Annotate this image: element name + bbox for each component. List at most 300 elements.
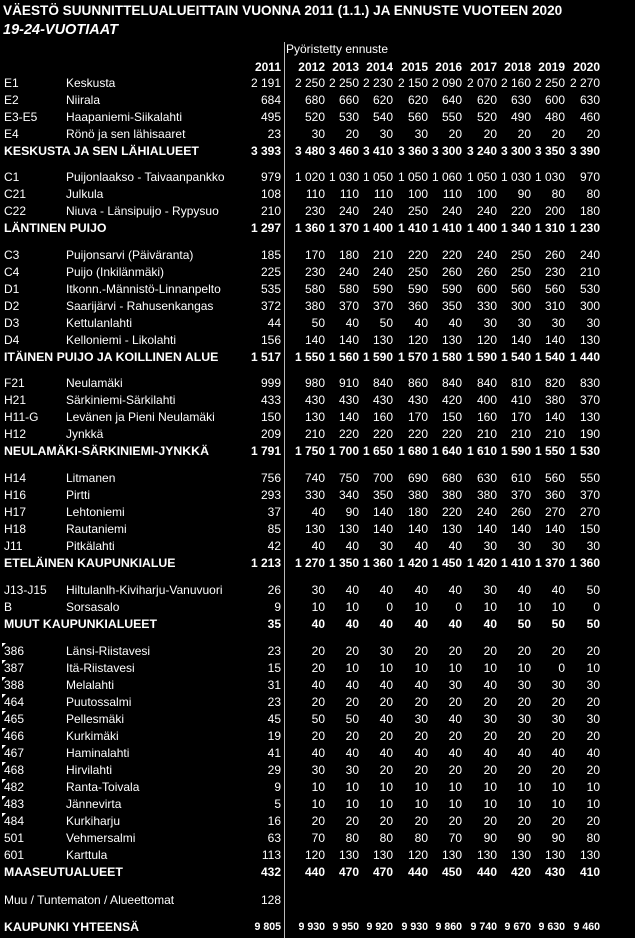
value-cell-2018: 140 <box>510 522 531 536</box>
value-cell-2016: 20 <box>448 127 462 141</box>
value-cell-2014: 350 <box>372 488 393 502</box>
area-code: E1 <box>4 76 19 90</box>
area-code: 501 <box>4 831 25 845</box>
area-code: 386 <box>4 644 25 658</box>
group-total-row <box>0 616 635 632</box>
value-cell-2017: 240 <box>476 248 497 262</box>
value-cell-2016: 680 <box>441 471 462 485</box>
value-cell-2011: 63 <box>267 831 281 845</box>
table-row <box>0 315 635 331</box>
area-code: E3-E5 <box>4 110 38 124</box>
area-name: Niuva - Länsipuijo - Rypysuo <box>66 204 219 218</box>
value-cell-2015: 2 150 <box>397 76 428 90</box>
value-cell-2014: 1 360 <box>362 556 393 570</box>
area-name: Itä-Riistavesi <box>66 661 135 675</box>
value-cell-2015: 40 <box>414 746 428 760</box>
value-cell-2013: 40 <box>345 316 359 330</box>
value-cell-2013: 220 <box>338 427 359 441</box>
value-cell-2019: 10 <box>551 797 565 811</box>
value-cell-2016: 1 410 <box>431 221 462 235</box>
value-cell-2016: 150 <box>441 410 462 424</box>
value-cell-2016: 220 <box>441 427 462 441</box>
area-name: Niirala <box>66 93 101 107</box>
value-cell-2014: 10 <box>379 780 393 794</box>
value-cell-2020: 270 <box>579 505 600 519</box>
value-cell-2018: 20 <box>517 814 531 828</box>
value-cell-2017: 240 <box>476 204 497 218</box>
group-name: KESKUSTA JA SEN LÄHIALUEET <box>4 144 199 158</box>
value-cell-2015: 20 <box>414 695 428 709</box>
group-total-row <box>0 919 635 935</box>
value-cell-2017: 440 <box>476 865 497 879</box>
value-cell-2019: 260 <box>544 248 565 262</box>
value-cell-2011: 37 <box>267 505 281 519</box>
value-cell-2013: 140 <box>338 333 359 347</box>
area-code: 467 <box>4 746 25 760</box>
area-name: Haminalahti <box>66 746 130 760</box>
value-cell-2012: 9 930 <box>298 921 325 933</box>
value-cell-2014: 620 <box>372 93 393 107</box>
table-row <box>0 779 635 795</box>
value-cell-2016: 1 640 <box>431 444 462 458</box>
value-cell-2019: 560 <box>544 282 565 296</box>
value-cell-2011: 23 <box>267 127 281 141</box>
value-cell-2016: 70 <box>448 831 462 845</box>
value-cell-2020: 30 <box>586 316 600 330</box>
value-cell-2011: 31 <box>267 678 281 692</box>
value-cell-2015: 360 <box>407 299 428 313</box>
value-cell-2011: 756 <box>260 471 281 485</box>
value-cell-2014: 80 <box>379 831 393 845</box>
value-cell-2017: 840 <box>476 376 497 390</box>
value-cell-2013: 40 <box>345 617 359 631</box>
value-cell-2020: 130 <box>579 410 600 424</box>
value-cell-2018: 490 <box>510 110 531 124</box>
value-cell-2011: 15 <box>267 661 281 675</box>
value-cell-2017: 380 <box>476 488 497 502</box>
value-cell-2018: 20 <box>517 695 531 709</box>
value-cell-2018: 10 <box>517 780 531 794</box>
table-row <box>0 728 635 744</box>
value-cell-2012: 3 480 <box>294 144 325 158</box>
value-cell-2012: 20 <box>311 644 325 658</box>
year-header-2018: 2018 <box>504 60 531 74</box>
value-cell-2017: 40 <box>483 617 497 631</box>
value-cell-2013: 530 <box>338 110 359 124</box>
year-header-2012: 2012 <box>298 60 325 74</box>
value-cell-2014: 40 <box>379 712 393 726</box>
value-cell-2013: 1 030 <box>328 170 359 184</box>
value-cell-2018: 210 <box>510 427 531 441</box>
value-cell-2012: 580 <box>304 282 325 296</box>
value-cell-2018: 20 <box>517 763 531 777</box>
area-code: 388 <box>4 678 25 692</box>
table-row <box>0 813 635 829</box>
value-cell-2012: 110 <box>305 187 325 201</box>
value-cell-2020: 1 440 <box>569 350 600 364</box>
value-cell-2011: 9 <box>274 600 281 614</box>
value-cell-2011: 45 <box>267 712 281 726</box>
value-cell-2013: 40 <box>345 746 359 760</box>
area-name: Saarijärvi - Rahusenkangas <box>66 299 214 313</box>
value-cell-2020: 300 <box>579 299 600 313</box>
value-cell-2016: 20 <box>448 729 462 743</box>
value-cell-2020: 20 <box>586 127 600 141</box>
value-cell-2012: 230 <box>304 204 325 218</box>
value-cell-2019: 380 <box>544 393 565 407</box>
value-cell-2017: 600 <box>476 282 497 296</box>
value-cell-2017: 20 <box>483 763 497 777</box>
value-cell-2013: 3 460 <box>328 144 359 158</box>
value-cell-2015: 120 <box>407 333 428 347</box>
value-cell-2013: 90 <box>345 505 359 519</box>
value-cell-2015: 380 <box>407 488 428 502</box>
area-code: 464 <box>4 695 25 709</box>
area-name: Ranta-Toivala <box>66 780 140 794</box>
group-name: NEULAMÄKI-SÄRKINIEMI-JYNKKÄ <box>4 444 209 458</box>
value-cell-2012: 40 <box>311 678 325 692</box>
table-row <box>0 643 635 659</box>
value-cell-2015: 250 <box>407 204 428 218</box>
value-cell-2017: 10 <box>483 661 497 675</box>
value-cell-2013: 20 <box>345 814 359 828</box>
value-cell-2013: 10 <box>345 661 359 675</box>
table-row <box>0 392 635 408</box>
value-cell-2016: 220 <box>441 248 462 262</box>
value-cell-2019: 40 <box>551 583 565 597</box>
value-cell-2015: 560 <box>407 110 428 124</box>
value-cell-2013: 430 <box>338 393 359 407</box>
value-cell-2011: 684 <box>260 93 281 107</box>
value-cell-2017: 20 <box>483 814 497 828</box>
value-cell-2017: 40 <box>483 678 497 692</box>
value-cell-2018: 1 410 <box>500 556 531 570</box>
value-cell-2011: 85 <box>267 522 281 536</box>
table-row <box>0 660 635 676</box>
value-cell-2017: 400 <box>476 393 497 407</box>
area-code: E4 <box>4 127 19 141</box>
group-name: KAUPUNKI YHTEENSÄ <box>4 920 140 934</box>
value-cell-2019: 50 <box>551 617 565 631</box>
value-cell-2014: 160 <box>372 410 393 424</box>
value-cell-2013: 580 <box>338 282 359 296</box>
area-name: Kelloniemi - Likolahti <box>66 333 177 347</box>
value-cell-2016: 30 <box>448 678 462 692</box>
value-cell-2018: 40 <box>517 583 531 597</box>
group-total-row <box>0 143 635 159</box>
table-row <box>0 186 635 202</box>
value-cell-2018: 370 <box>510 488 531 502</box>
value-cell-2013: 20 <box>345 695 359 709</box>
value-cell-2020: 1 360 <box>569 556 600 570</box>
value-cell-2015: 100 <box>407 187 428 201</box>
value-cell-2015: 690 <box>407 471 428 485</box>
table-row <box>0 538 635 554</box>
value-cell-2018: 20 <box>517 127 531 141</box>
value-cell-2014: 20 <box>379 814 393 828</box>
value-cell-2016: 350 <box>441 299 462 313</box>
group-total-row <box>0 349 635 365</box>
value-cell-2011: 156 <box>260 333 281 347</box>
value-cell-2013: 660 <box>338 93 359 107</box>
value-cell-2020: 180 <box>579 204 600 218</box>
value-cell-2018: 40 <box>517 746 531 760</box>
value-cell-2012: 30 <box>311 583 325 597</box>
area-name: Sorsasalo <box>66 600 120 614</box>
value-cell-2017: 30 <box>483 583 497 597</box>
value-cell-2016: 840 <box>441 376 462 390</box>
value-cell-2017: 10 <box>483 797 497 811</box>
table-row <box>0 169 635 185</box>
table-row <box>0 375 635 391</box>
value-cell-2013: 340 <box>338 488 359 502</box>
value-cell-2014: 20 <box>379 763 393 777</box>
value-cell-2018: 410 <box>510 393 531 407</box>
area-code: C4 <box>4 265 20 279</box>
table-row <box>0 409 635 425</box>
value-cell-2015: 10 <box>414 797 428 811</box>
area-code: 484 <box>4 814 25 828</box>
value-cell-2011: 9 805 <box>254 921 281 933</box>
value-cell-2015: 9 930 <box>401 921 428 933</box>
value-cell-2012: 40 <box>311 505 325 519</box>
table-row <box>0 281 635 297</box>
area-code: 465 <box>4 712 25 726</box>
value-cell-2018: 220 <box>510 204 531 218</box>
value-cell-2014: 470 <box>372 865 393 879</box>
value-cell-2017: 90 <box>483 831 497 845</box>
value-cell-2014: 140 <box>372 505 393 519</box>
value-cell-2013: 9 950 <box>332 921 359 933</box>
value-cell-2017: 1 420 <box>466 556 497 570</box>
value-cell-2011: 42 <box>267 539 281 553</box>
value-cell-2012: 120 <box>304 848 325 862</box>
value-cell-2019: 310 <box>544 299 565 313</box>
value-cell-2014: 1 590 <box>362 350 393 364</box>
value-cell-2018: 170 <box>510 410 531 424</box>
value-cell-2017: 1 050 <box>466 170 497 184</box>
table-row <box>0 332 635 348</box>
value-cell-2014: 590 <box>372 282 393 296</box>
value-cell-2014: 840 <box>372 376 393 390</box>
value-cell-2017: 1 400 <box>466 221 497 235</box>
value-cell-2015: 20 <box>414 729 428 743</box>
value-cell-2016: 40 <box>448 539 462 553</box>
value-cell-2012: 1 360 <box>294 221 325 235</box>
table-subtitle: 19-24-VUOTIAAT <box>3 22 118 38</box>
area-code: H21 <box>4 393 27 407</box>
value-cell-2016: 640 <box>441 93 462 107</box>
value-cell-2020: 50 <box>586 617 600 631</box>
value-cell-2019: 90 <box>551 831 565 845</box>
value-cell-2019: 270 <box>544 505 565 519</box>
value-cell-2012: 1 270 <box>294 556 325 570</box>
value-cell-2018: 30 <box>517 539 531 553</box>
value-cell-2019: 140 <box>544 522 565 536</box>
value-cell-2013: 40 <box>345 583 359 597</box>
area-name: Rönö ja sen lähisaaret <box>66 127 186 141</box>
value-cell-2017: 20 <box>483 127 497 141</box>
value-cell-2013: 20 <box>345 644 359 658</box>
value-cell-2018: 30 <box>517 678 531 692</box>
value-cell-2014: 10 <box>379 797 393 811</box>
value-cell-2014: 220 <box>372 427 393 441</box>
value-cell-2017: 10 <box>483 600 497 614</box>
value-cell-2012: 50 <box>311 712 325 726</box>
area-name: Rautaniemi <box>66 522 127 536</box>
value-cell-2015: 590 <box>407 282 428 296</box>
area-name: Levänen ja Pieni Neulamäki <box>66 410 215 424</box>
value-cell-2013: 1 350 <box>328 556 359 570</box>
value-cell-2011: 495 <box>260 110 281 124</box>
value-cell-2017: 620 <box>476 93 497 107</box>
area-code: J13-J15 <box>4 583 47 597</box>
value-cell-2014: 40 <box>379 617 393 631</box>
value-cell-2013: 20 <box>345 729 359 743</box>
value-cell-2019: 1 370 <box>534 556 565 570</box>
value-cell-2016: 130 <box>441 522 462 536</box>
value-cell-2013: 750 <box>338 471 359 485</box>
value-cell-2019: 30 <box>551 316 565 330</box>
value-cell-2019: 20 <box>551 763 565 777</box>
area-code: H12 <box>4 427 27 441</box>
area-name: Neulamäki <box>66 376 123 390</box>
value-cell-2020: 80 <box>586 187 600 201</box>
value-cell-2011: 5 <box>274 797 281 811</box>
value-cell-2015: 860 <box>407 376 428 390</box>
value-cell-2020: 20 <box>586 763 600 777</box>
value-cell-2013: 80 <box>345 831 359 845</box>
area-name: Kettulanlahti <box>66 316 133 330</box>
value-cell-2014: 20 <box>379 695 393 709</box>
value-cell-2012: 520 <box>304 110 325 124</box>
value-cell-2011: 979 <box>260 170 281 184</box>
value-cell-2012: 40 <box>311 617 325 631</box>
value-cell-2011: 128 <box>260 893 281 907</box>
value-cell-2016: 9 860 <box>435 921 462 933</box>
value-cell-2017: 1 590 <box>466 350 497 364</box>
area-name: Puijonsarvi (Päiväranta) <box>66 248 194 262</box>
area-name: Karttula <box>66 848 108 862</box>
value-cell-2011: 432 <box>260 865 281 879</box>
value-cell-2017: 120 <box>476 333 497 347</box>
value-cell-2019: 80 <box>551 187 565 201</box>
value-cell-2015: 120 <box>407 848 428 862</box>
value-cell-2019: 130 <box>544 848 565 862</box>
area-name: Länsi-Riistavesi <box>66 644 151 658</box>
value-cell-2018: 630 <box>510 93 531 107</box>
value-cell-2012: 30 <box>311 127 325 141</box>
value-cell-2012: 140 <box>304 333 325 347</box>
value-cell-2020: 410 <box>579 865 600 879</box>
value-cell-2018: 10 <box>517 600 531 614</box>
value-cell-2018: 90 <box>517 831 531 845</box>
table-row <box>0 582 635 598</box>
value-cell-2020: 10 <box>586 661 600 675</box>
value-cell-2020: 1 530 <box>569 444 600 458</box>
area-code: D1 <box>4 282 20 296</box>
area-code: H11-G <box>4 410 39 424</box>
value-cell-2015: 40 <box>414 316 428 330</box>
value-cell-2016: 20 <box>448 695 462 709</box>
value-cell-2014: 1 400 <box>362 221 393 235</box>
value-cell-2017: 2 070 <box>466 76 497 90</box>
value-cell-2018: 1 340 <box>500 221 531 235</box>
value-cell-2011: 1 213 <box>250 556 281 570</box>
value-cell-2012: 40 <box>311 539 325 553</box>
value-cell-2014: 3 410 <box>362 144 393 158</box>
value-cell-2015: 1 570 <box>397 350 428 364</box>
value-cell-2016: 130 <box>441 848 462 862</box>
area-name: Pirtti <box>66 488 90 502</box>
value-cell-2011: 108 <box>260 187 281 201</box>
value-cell-2013: 10 <box>345 600 359 614</box>
value-cell-2017: 20 <box>483 729 497 743</box>
year-header-2014: 2014 <box>366 60 393 74</box>
table-row <box>0 92 635 108</box>
value-cell-2020: 0 <box>593 600 600 614</box>
value-cell-2019: 30 <box>551 712 565 726</box>
value-cell-2013: 30 <box>345 763 359 777</box>
value-cell-2020: 20 <box>586 695 600 709</box>
value-cell-2020: 3 390 <box>569 144 600 158</box>
area-code: 483 <box>4 797 25 811</box>
value-cell-2018: 250 <box>510 265 531 279</box>
value-cell-2011: 1 297 <box>250 221 281 235</box>
value-cell-2016: 40 <box>448 617 462 631</box>
value-cell-2019: 0 <box>558 661 565 675</box>
area-name: Hirvilahti <box>66 763 113 777</box>
value-cell-2020: 830 <box>579 376 600 390</box>
value-cell-2014: 130 <box>372 848 393 862</box>
value-cell-2012: 1 550 <box>294 350 325 364</box>
value-cell-2012: 440 <box>304 865 325 879</box>
value-cell-2012: 2 250 <box>294 76 325 90</box>
value-cell-2015: 220 <box>407 427 428 441</box>
value-cell-2015: 1 050 <box>397 170 428 184</box>
value-cell-2020: 630 <box>579 93 600 107</box>
value-cell-2014: 140 <box>372 522 393 536</box>
value-cell-2012: 30 <box>311 763 325 777</box>
value-cell-2020: 30 <box>586 712 600 726</box>
area-code: H14 <box>4 471 27 485</box>
value-cell-2020: 20 <box>586 644 600 658</box>
value-cell-2015: 30 <box>414 127 428 141</box>
value-cell-2017: 260 <box>476 265 497 279</box>
area-code: C1 <box>4 170 20 184</box>
table-row <box>0 892 635 908</box>
value-cell-2013: 140 <box>338 410 359 424</box>
group-name: MAASEUTUALUEET <box>4 865 123 879</box>
value-cell-2011: 19 <box>267 729 281 743</box>
value-cell-2016: 1 580 <box>431 350 462 364</box>
value-cell-2016: 260 <box>441 265 462 279</box>
value-cell-2012: 380 <box>304 299 325 313</box>
value-cell-2019: 20 <box>551 729 565 743</box>
value-cell-2013: 10 <box>345 797 359 811</box>
value-cell-2014: 110 <box>373 187 393 201</box>
value-cell-2013: 110 <box>339 187 359 201</box>
area-name: Jynkkä <box>66 427 104 441</box>
area-name: Melalahti <box>66 678 115 692</box>
table-row <box>0 109 635 125</box>
area-code: 468 <box>4 763 25 777</box>
value-cell-2020: 460 <box>579 110 600 124</box>
area-code: 387 <box>4 661 25 675</box>
value-cell-2018: 3 300 <box>500 144 531 158</box>
area-code: B <box>4 600 13 614</box>
value-cell-2018: 140 <box>510 333 531 347</box>
